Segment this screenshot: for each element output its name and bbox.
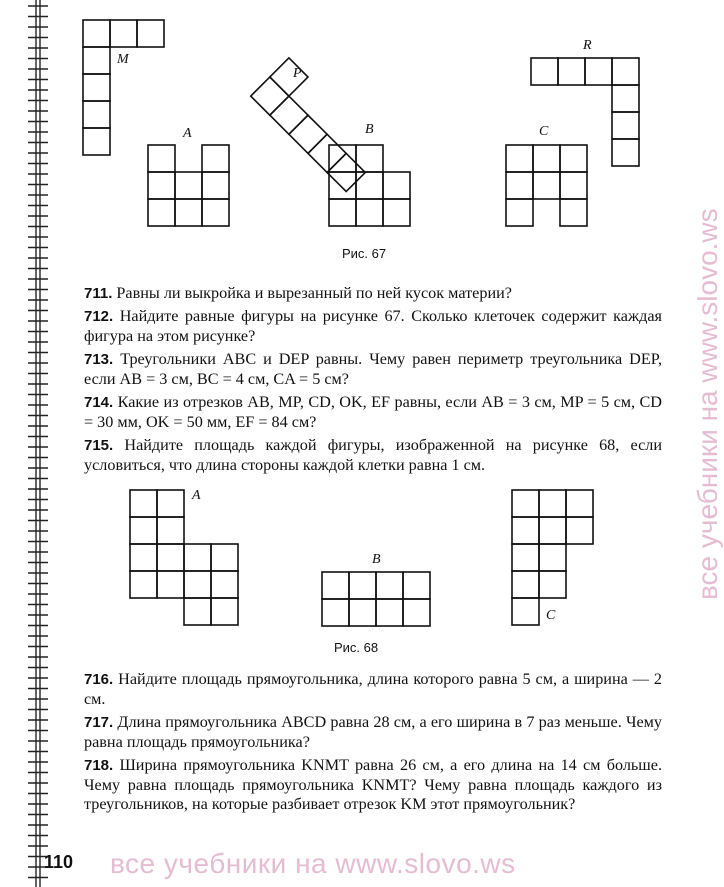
shape-68-B [322, 572, 430, 626]
problem-717: 717. Длина прямоугольника ABCD равна 28 см, а его ширина в 7 раз меньше. Чему равна площадь прямоугольника? [84, 713, 662, 751]
problem-718: 718. Ширина прямоугольника KNMT равна 26 см, а его длина на 14 см больше. Чему равна площадь прямоугольника KNMT? Чему равна площадь каждого из треугольников, на которые разбивает отрезок KM этот прямоугольник? [84, 756, 662, 813]
page-number: 110 [44, 852, 74, 872]
problem-711: 711. Равны ли выкройка и вырезанный по ней кусок материи? [84, 284, 512, 302]
label-P: P [293, 66, 302, 81]
shape-68-C [512, 490, 593, 625]
label-B: B [365, 122, 374, 137]
figure-67-caption: Рис. 67 [342, 246, 387, 261]
label-M: M [117, 52, 129, 67]
figure-68-caption: Рис. 68 [334, 640, 379, 655]
watermark-bottom: все учебники на www.slovo.ws [110, 848, 516, 879]
problem-714: 714. Какие из отрезков AB, MP, CD, OK, EF равны, если AB = 3 см, MP = 5 см, CD = 30 мм, OK = 50 мм, EF = 84 см? [84, 393, 663, 431]
label-R: R [583, 38, 592, 53]
shape-68-A [130, 490, 238, 625]
label-68-C: C [546, 608, 556, 623]
label-A: A [183, 126, 192, 141]
watermark-side: все учебники на www.slovo.ws [692, 208, 723, 600]
label-C: C [539, 124, 549, 139]
problem-713: 713. Треугольники ABC и DEP равны. Чему равен периметр треугольника DEP, если AB = 3 см, BC = 4 см, CA = 5 см? [84, 350, 663, 388]
problem-716: 716. Найдите площадь прямоугольника, длина которого равна 5 см, а ширина — 2 см. [84, 670, 663, 708]
problem-712: 712. Найдите равные фигуры на рисунке 67. Сколько клеточек содержит каждая фигура на этом рисунке? [84, 307, 662, 345]
problem-715: 715. Найдите площадь каждой фигуры, изображенной на рисунке 68, если условиться, что длина стороны каждой клетки равна 1 см. [84, 436, 663, 474]
label-68-A: A [192, 488, 201, 503]
label-68-B: B [372, 552, 381, 567]
